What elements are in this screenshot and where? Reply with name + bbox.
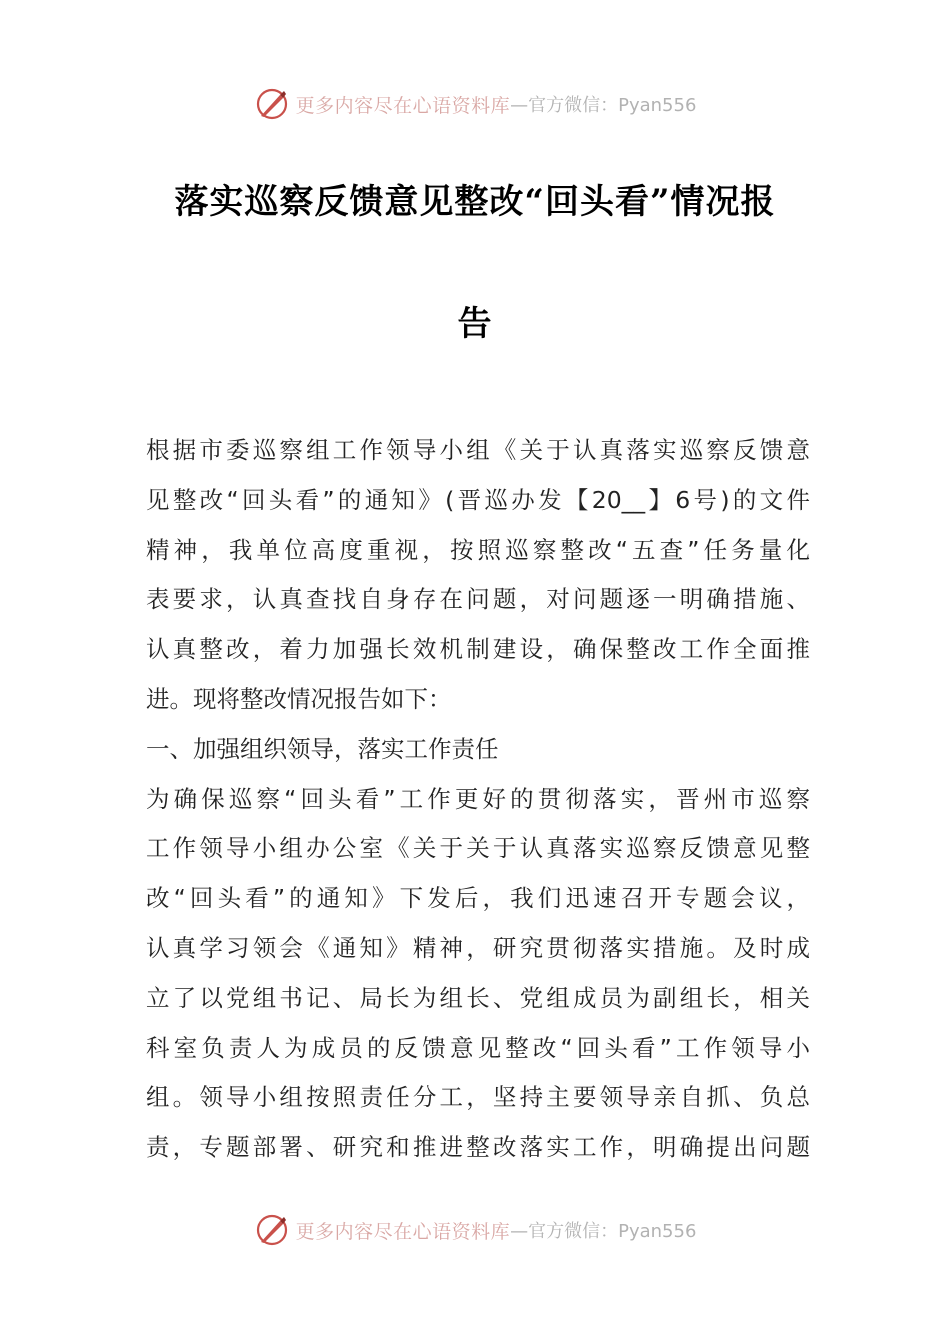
footer-watermark-banner <box>0 1210 950 1250</box>
pen-logo-icon <box>254 86 290 122</box>
watermark-brand-text: 更多内容尽在心语资料库 <box>295 94 511 117</box>
document-title-line-1: 落实巡察反馈意见整改“回头看”情况报 <box>174 182 776 222</box>
body-line: 表要求，认真查找自身存在问题，对问题逐一明确措施、 <box>146 585 810 614</box>
body-line: 根据市委巡察组工作领导小组《关于认真落实巡察反馈意 <box>146 436 810 464</box>
body-line: 立了以党组书记、局长为组长、党组成员为副组长，相关 <box>146 983 810 1012</box>
header-watermark-banner <box>0 84 950 124</box>
body-line: 改“回头看”的通知》下发后，我们迅速召开专题会议， <box>146 884 810 913</box>
body-line: 认真整改，着力加强长效机制建设，确保整改工作全面推 <box>146 635 810 664</box>
body-line: 工作领导小组办公室《关于关于认真落实巡察反馈意见整 <box>146 834 810 863</box>
body-line: 精神，我单位高度重视，按照巡察整改“五查”任务量化 <box>146 535 810 564</box>
watermark-contact-text: —官方微信：Pyan556 <box>510 1221 697 1242</box>
body-line: 进。现将整改情况报告如下： <box>146 684 452 713</box>
body-line: 组。领导小组按照责任分工，坚持主要领导亲自抓、负总 <box>146 1083 810 1112</box>
watermark-brand-text: 更多内容尽在心语资料库 <box>295 1220 511 1243</box>
body-line: 责，专题部署、研究和推进整改落实工作，明确提出问题 <box>146 1133 810 1162</box>
document-title-line-2: 告 <box>457 304 493 344</box>
pen-logo-icon <box>254 1212 290 1248</box>
document-body <box>146 426 810 1173</box>
body-line: 为确保巡察“回头看”工作更好的贯彻落实，晋州市巡察 <box>146 784 810 813</box>
section-heading: 一、加强组织领导，落实工作责任 <box>146 734 499 763</box>
watermark-contact-text: —官方微信：Pyan556 <box>510 95 697 116</box>
body-line: 认真学习领会《通知》精神，研究贯彻落实措施。及时成 <box>146 933 810 962</box>
body-line: 科室负责人为成员的反馈意见整改“回头看”工作领导小 <box>146 1033 810 1062</box>
body-line: 见整改“回头看”的通知》(晋巡办发【20__】6号)的文件 <box>146 485 810 514</box>
